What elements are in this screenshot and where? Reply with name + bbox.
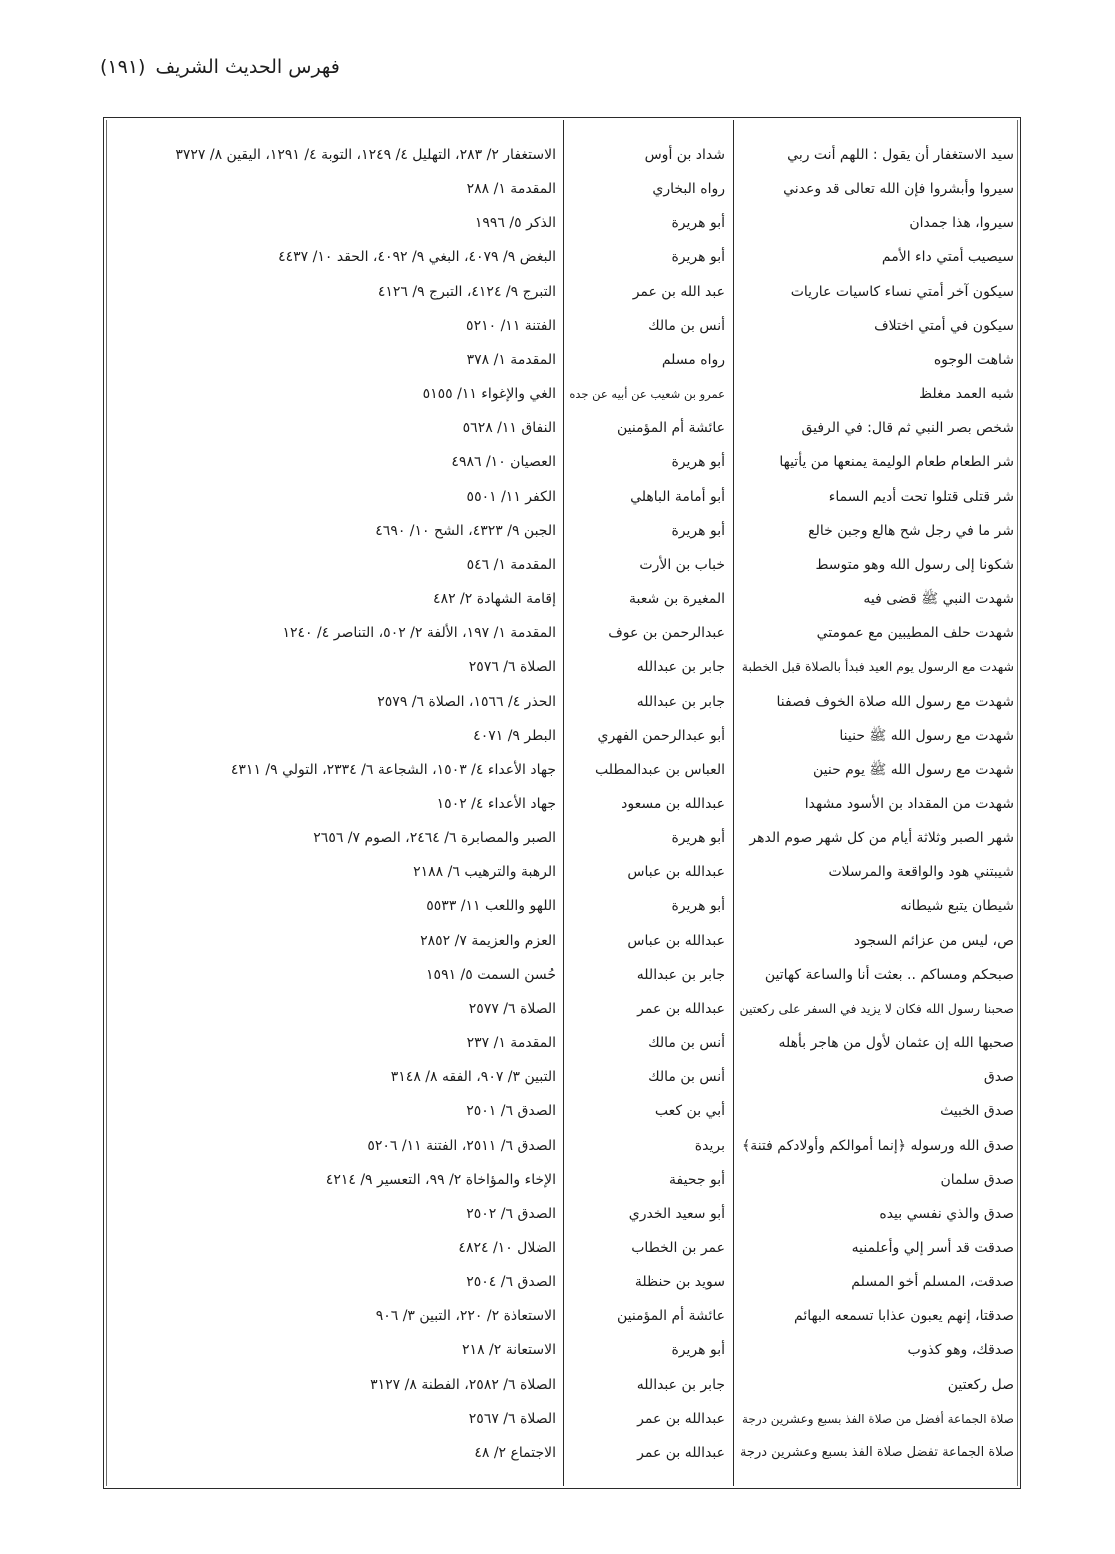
reference-list: المقدمة ١/ ٢٨٨ xyxy=(466,181,556,198)
reference-list: الضلال ١٠/ ٤٨٢٤ xyxy=(458,1240,556,1256)
hadith-text: سيكون في أمتي اختلاف xyxy=(874,317,1014,334)
hadith-text: ص، ليس من عزائم السجود xyxy=(853,932,1014,949)
hadith-text: صدقك، وهو كذوب xyxy=(907,1342,1014,1359)
reference-list: البغض ٩/ ٤٠٧٩، البغي ٩/ ٤٠٩٢، الحقد ١٠/ ٤٤٣٧ xyxy=(278,249,556,266)
hadith-text: صدقتا، إنهم يعبون عذابا تسمعه البهائم xyxy=(794,1308,1014,1325)
table-row xyxy=(0,992,1115,1026)
narrator-name: أبو هريرة xyxy=(671,249,725,266)
hadith-text: صدق الخبيث xyxy=(940,1103,1014,1120)
reference-list: الإخاء والمؤاخاة ٢/ ٩٩، التعسير ٩/ ٤٢١٤ xyxy=(325,1171,556,1188)
hadith-text: شاهت الوجوه xyxy=(933,351,1014,368)
page-title: فهرس الحديث الشريف xyxy=(155,56,340,78)
narrator-name: عبدالله بن عمر xyxy=(637,1444,725,1461)
hadith-text: صدق سلمان xyxy=(940,1171,1014,1188)
hadith-text: شهدت حلف المطيبين مع عمومتي xyxy=(816,625,1014,642)
hadith-text: سيد الاستغفار أن يقول : اللهم أنت ربي xyxy=(787,147,1014,163)
table-row xyxy=(0,719,1115,753)
reference-list: العزم والعزيمة ٧/ ٢٨٥٢ xyxy=(420,932,556,949)
reference-list: جهاد الأعداء ٤/ ١٥٠٢ xyxy=(436,795,556,812)
reference-list: اللهو واللعب ١١/ ٥٥٣٣ xyxy=(426,898,556,915)
reference-list: الاجتماع ٢/ ٤٨ xyxy=(474,1444,556,1461)
narrator-name: عائشة أم المؤمنين xyxy=(616,1308,725,1325)
reference-list: الحذر ٤/ ١٥٦٦، الصلاة ٦/ ٢٥٧٩ xyxy=(377,693,556,710)
reference-list: العصيان ١٠/ ٤٩٨٦ xyxy=(451,454,556,471)
reference-list: الصلاة ٦/ ٢٥٧٦ xyxy=(468,659,556,676)
narrator-name: بريدة xyxy=(694,1137,725,1154)
hadith-text: شخص بصر النبي ثم قال: في الرفيق xyxy=(801,420,1014,437)
reference-list: الصدق ٦/ ٢٥١١، الفتنة ١١/ ٥٢٠٦ xyxy=(367,1137,556,1154)
page-number: (١٩١) xyxy=(100,56,146,78)
table-row xyxy=(0,1060,1115,1094)
table-row xyxy=(0,172,1115,206)
table-row xyxy=(0,1333,1115,1367)
narrator-name: جابر بن عبدالله xyxy=(636,659,725,676)
hadith-text: شر قتلى قتلوا تحت أديم السماء xyxy=(828,488,1014,505)
reference-list: الصدق ٦/ ٢٥٠٢ xyxy=(466,1205,556,1222)
narrator-name: المغيرة بن شعبة xyxy=(629,591,725,608)
hadith-text: سيروا وأبشروا فإن الله تعالى قد وعدني xyxy=(783,181,1014,198)
table-row xyxy=(0,206,1115,240)
table-row xyxy=(0,616,1115,650)
table-row xyxy=(0,787,1115,821)
hadith-text: صلاة الجماعة أفضل من صلاة الفذ بسبع وعشرين درجة xyxy=(742,1411,1014,1426)
table-row xyxy=(0,650,1115,684)
narrator-name: عبدالله بن عمر xyxy=(637,1000,725,1017)
narrator-name: رواه البخاري xyxy=(652,181,725,198)
reference-list: التبين ٣/ ٩٠٧، الفقه ٨/ ٣١٤٨ xyxy=(390,1069,556,1086)
table-row xyxy=(0,753,1115,787)
table-row xyxy=(0,1299,1115,1333)
reference-list: الفتنة ١١/ ٥٢١٠ xyxy=(466,317,556,334)
reference-list: المقدمة ١/ ٥٤٦ xyxy=(466,556,556,573)
reference-list: الرهبة والترهيب ٦/ ٢١٨٨ xyxy=(413,864,556,881)
hadith-text: صحبنا رسول الله فكان لا يزيد في السفر على ركعتين xyxy=(739,1000,1014,1016)
reference-list: الكفر ١١/ ٥٥٠١ xyxy=(466,488,556,505)
table-row xyxy=(0,1368,1115,1402)
narrator-name: أبو هريرة xyxy=(671,454,725,471)
reference-list: الصلاة ٦/ ٢٥٨٢، الفطنة ٨/ ٣١٢٧ xyxy=(370,1376,556,1393)
hadith-text: شهدت مع رسول الله ﷺ حنينا xyxy=(839,727,1014,744)
hadith-text: صدق الله ورسوله ﴿إنما أموالكم وأولادكم فتنة﴾ xyxy=(742,1137,1014,1154)
hadith-text: صدقت، المسلم أخو المسلم xyxy=(851,1274,1014,1291)
narrator-name: عبدالله بن عمر xyxy=(637,1410,725,1427)
table-row xyxy=(0,445,1115,479)
reference-list: الاستغفار ٢/ ٢٨٣، التهليل ٤/ ١٢٤٩، التوبة ٤/ ١٢٩١، اليقين ٨/ ٣٧٢٧ xyxy=(175,147,556,163)
hadith-text: سيروا، هذا جمدان xyxy=(909,215,1014,232)
hadith-text: صبحكم ومساكم .. بعثت أنا والساعة كهاتين xyxy=(764,966,1014,983)
reference-list: الاستعانة ٢/ ٢١٨ xyxy=(462,1342,556,1359)
reference-list: الاستعاذة ٢/ ٢٢٠، التبين ٣/ ٩٠٦ xyxy=(375,1308,556,1325)
table-row xyxy=(0,1197,1115,1231)
narrator-name: سويد بن حنظلة xyxy=(634,1274,725,1291)
narrator-name: عبدالله بن عباس xyxy=(627,932,725,949)
table-row xyxy=(0,1265,1115,1299)
narrator-name: عبدالله بن عباس xyxy=(627,864,725,881)
reference-list: الصبر والمصابرة ٦/ ٢٤٦٤، الصوم ٧/ ٢٦٥٦ xyxy=(313,830,556,847)
hadith-text: صدق xyxy=(983,1069,1014,1086)
hadith-text: شر ما في رجل شح هالع وجبن خالع xyxy=(808,522,1014,539)
table-row xyxy=(0,377,1115,411)
narrator-name: جابر بن عبدالله xyxy=(636,693,725,710)
table-row xyxy=(0,1163,1115,1197)
reference-list: التبرج ٩/ ٤١٢٤، التبرج ٩/ ٤١٢٦ xyxy=(377,283,556,300)
hadith-text: شهر الصبر وثلاثة أيام من كل شهر صوم الدهر xyxy=(749,830,1014,847)
narrator-name: أبو هريرة xyxy=(671,898,725,915)
table-row xyxy=(0,1436,1115,1470)
hadith-text: صل ركعتين xyxy=(947,1376,1014,1393)
hadith-text: شيطان يتبع شيطانه xyxy=(900,898,1014,915)
narrator-name: أبو سعيد الخدري xyxy=(628,1205,725,1222)
narrator-name: أنس بن مالك xyxy=(648,1069,725,1086)
table-row xyxy=(0,548,1115,582)
table-row xyxy=(0,1129,1115,1163)
reference-list: المقدمة ١/ ٢٣٧ xyxy=(466,1035,556,1052)
hadith-text: صدق والذي نفسي بيده xyxy=(879,1205,1014,1222)
narrator-name: أبو أمامة الباهلي xyxy=(630,488,725,505)
table-row xyxy=(0,958,1115,992)
hadith-text: شهدت مع رسول الله صلاة الخوف فصفنا xyxy=(776,693,1014,710)
hadith-text: سيكون آخر أمتي نساء كاسيات عاريات xyxy=(790,283,1014,300)
reference-list: الصلاة ٦/ ٢٥٧٧ xyxy=(468,1000,556,1017)
table-row xyxy=(0,889,1115,923)
narrator-name: أبو هريرة xyxy=(671,830,725,847)
reference-list: المقدمة ١/ ١٩٧، الألفة ٢/ ٥٠٢، التناصر ٤/ ١٢٤٠ xyxy=(282,625,556,642)
reference-list: المقدمة ١/ ٣٧٨ xyxy=(466,351,556,368)
narrator-name: عبد الله بن عمر xyxy=(632,283,725,300)
narrator-name: أبو هريرة xyxy=(671,522,725,539)
narrator-name: عمر بن الخطاب xyxy=(631,1240,725,1256)
table-row xyxy=(0,685,1115,719)
hadith-text: شهدت النبي ﷺ قضى فيه xyxy=(863,591,1014,608)
table-row xyxy=(0,275,1115,309)
reference-list: النفاق ١١/ ٥٦٢٨ xyxy=(462,420,556,437)
hadith-text: شهدت مع رسول الله ﷺ يوم حنين xyxy=(812,761,1014,778)
table-row xyxy=(0,514,1115,548)
narrator-name: أبي بن كعب xyxy=(654,1103,725,1120)
narrator-name: عمرو بن شعيب عن أبيه عن جده xyxy=(569,387,725,402)
reference-list: الجبن ٩/ ٤٣٢٣، الشح ١٠/ ٤٦٩٠ xyxy=(375,522,556,539)
table-row xyxy=(0,309,1115,343)
narrator-name: جابر بن عبدالله xyxy=(636,1376,725,1393)
narrator-name: رواه مسلم xyxy=(661,351,725,368)
table-row xyxy=(0,855,1115,889)
hadith-text: سيصيب أمتي داء الأمم xyxy=(881,249,1014,266)
hadith-text: شهدت من المقداد بن الأسود مشهدا xyxy=(804,795,1014,812)
reference-list: الصلاة ٦/ ٢٥٦٧ xyxy=(468,1410,556,1427)
hadith-index-table xyxy=(0,138,1115,1470)
table-row xyxy=(0,240,1115,274)
page-header xyxy=(100,52,340,82)
narrator-name: العباس بن عبدالمطلب xyxy=(595,761,725,778)
hadith-text: شهدت مع الرسول يوم العيد فبدأ بالصلاة قبل الخطبة xyxy=(741,659,1014,675)
reference-list: جهاد الأعداء ٤/ ١٥٠٣، الشجاعة ٦/ ٢٣٣٤، التولي ٩/ ٤٣١١ xyxy=(230,761,556,778)
table-row xyxy=(0,924,1115,958)
reference-list: إقامة الشهادة ٢/ ٤٨٢ xyxy=(433,591,556,608)
hadith-text: صلاة الجماعة تفضل صلاة الفذ بسبع وعشرين درجة xyxy=(739,1444,1014,1460)
hadith-text: شيبتني هود والواقعة والمرسلات xyxy=(828,864,1014,881)
reference-list: الغي والإغواء ١١/ ٥١٥٥ xyxy=(422,386,556,403)
narrator-name: خباب بن الأرت xyxy=(639,556,725,573)
table-row xyxy=(0,411,1115,445)
reference-list: الصدق ٦/ ٢٥٠١ xyxy=(466,1103,556,1120)
table-row xyxy=(0,1094,1115,1128)
table-row xyxy=(0,138,1115,172)
table-row xyxy=(0,582,1115,616)
narrator-name: أبو عبدالرحمن الفهري xyxy=(597,727,725,744)
reference-list: الذكر ٥/ ١٩٩٦ xyxy=(474,215,556,232)
table-row xyxy=(0,1402,1115,1436)
table-row xyxy=(0,1231,1115,1265)
table-row xyxy=(0,1026,1115,1060)
hadith-text: شبه العمد مغلظ xyxy=(919,386,1014,403)
narrator-name: شداد بن أوس xyxy=(644,147,725,163)
table-row xyxy=(0,480,1115,514)
narrator-name: أبو جحيفة xyxy=(669,1171,725,1188)
narrator-name: عبدالرحمن بن عوف xyxy=(608,625,725,642)
hadith-text: شر الطعام طعام الوليمة يمنعها من يأتيها xyxy=(779,454,1014,471)
narrator-name: أنس بن مالك xyxy=(648,317,725,334)
table-row xyxy=(0,343,1115,377)
table-row xyxy=(0,821,1115,855)
hadith-text: شكونا إلى رسول الله وهو متوسط xyxy=(815,556,1014,573)
narrator-name: جابر بن عبدالله xyxy=(636,966,725,983)
reference-list: البطر ٩/ ٤٠٧١ xyxy=(473,727,556,744)
narrator-name: أبو هريرة xyxy=(671,215,725,232)
narrator-name: أنس بن مالك xyxy=(648,1035,725,1052)
reference-list: الصدق ٦/ ٢٥٠٤ xyxy=(466,1274,556,1291)
hadith-text: صدقت قد أسر إلي وأعلمنيه xyxy=(851,1240,1014,1256)
narrator-name: عبدالله بن مسعود xyxy=(621,795,725,812)
narrator-name: عائشة أم المؤمنين xyxy=(616,420,725,437)
narrator-name: أبو هريرة xyxy=(671,1342,725,1359)
reference-list: حُسن السمت ٥/ ١٥٩١ xyxy=(426,966,556,983)
hadith-text: صحبها الله إن عثمان لأول من هاجر بأهله xyxy=(778,1035,1014,1052)
